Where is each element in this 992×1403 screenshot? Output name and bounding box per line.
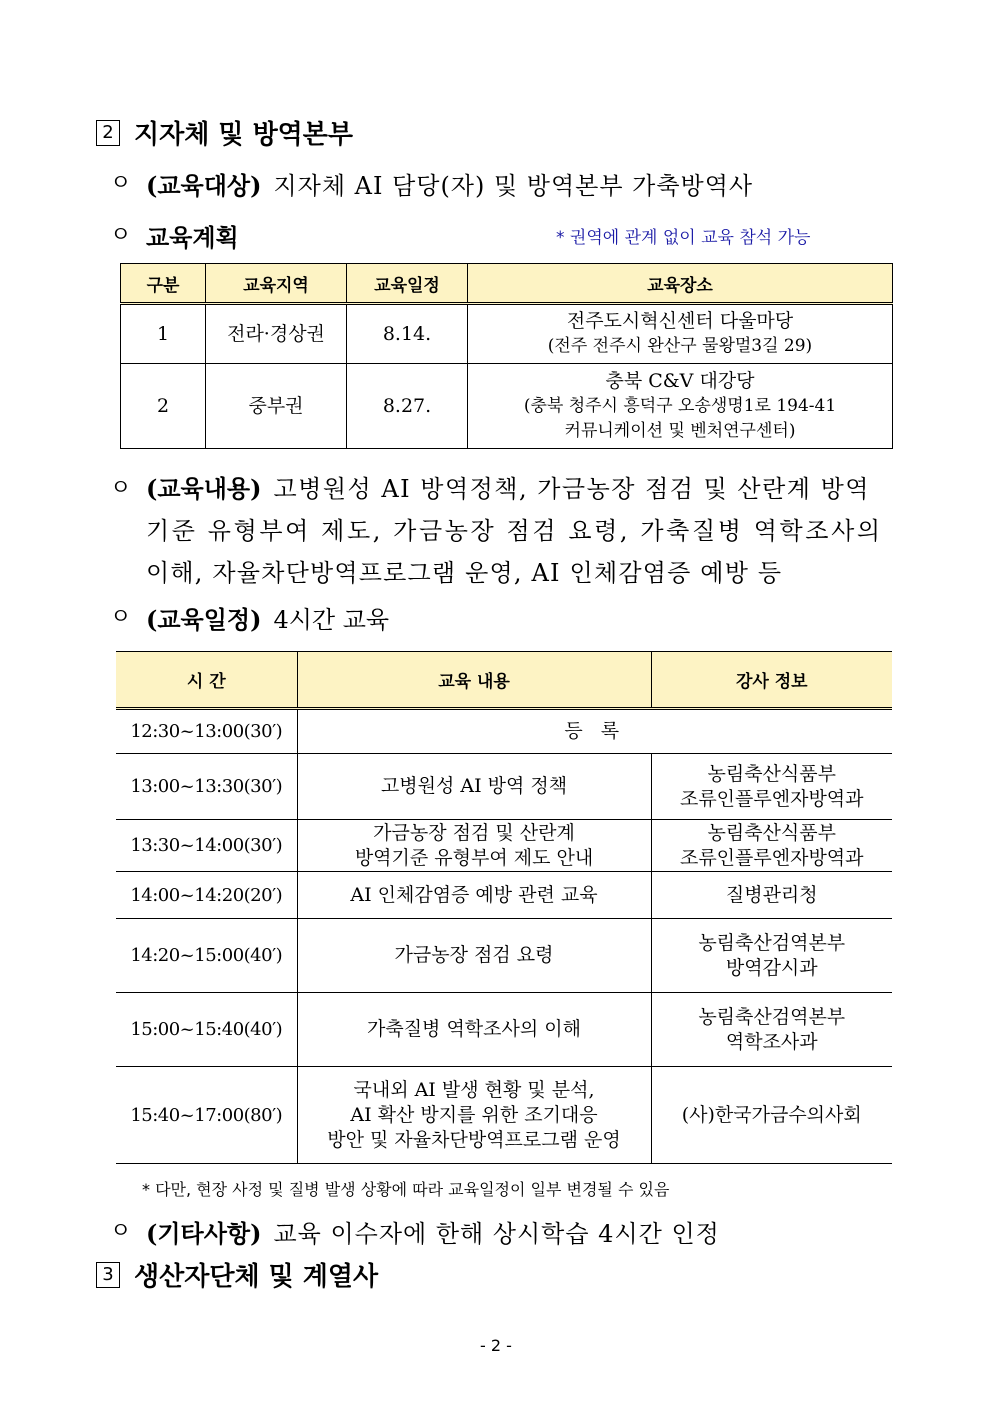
cell-lecturer: [651, 820, 892, 872]
bullet-circle: ㅇ: [110, 605, 132, 630]
cell-lecturer: [651, 1067, 892, 1164]
bullet-circle: ㅇ: [110, 1219, 132, 1244]
table-row: [121, 364, 893, 449]
place-line: (충북 청주시 흥덕구 오송생명1로 194-41: [523, 395, 837, 416]
content-text: 가금농장 점검 요령: [394, 944, 554, 966]
cell-time: 15:00~15:40(40′): [116, 993, 297, 1067]
target-line: [110, 166, 753, 201]
cell-lecturer: [651, 919, 892, 993]
cell-date: 8.27.: [347, 364, 468, 449]
content-text: 가금농장 점검 및 산란계: [373, 821, 575, 844]
schedule-line: [110, 600, 389, 635]
plan-note: * 권역에 관계 없이 교육 참석 가능: [556, 228, 811, 248]
plan-table: [120, 263, 893, 449]
section-number-box: 2: [96, 120, 120, 146]
plan-line: [110, 218, 239, 253]
content-text: AI 인체감염증 예방 관련 교육: [350, 883, 598, 906]
section-number-box: 3: [96, 1262, 120, 1288]
cell-place: [468, 364, 893, 449]
schedule-text: 4시간 교육: [273, 606, 390, 634]
content-label: (교육내용): [146, 474, 262, 503]
lecturer-text: 농림축산검역본부: [698, 1005, 846, 1028]
etc-label: (기타사항): [146, 1219, 262, 1248]
place-line: 전주도시혁신센터 다울마당: [566, 310, 794, 332]
lecturer-text: (사)한국가금수의사회: [681, 1103, 862, 1126]
table-row: [121, 304, 893, 364]
cell-content: [297, 754, 651, 820]
target-text: 지자체 AI 담당(자) 및 방역본부 가축방역사: [273, 172, 754, 200]
lecturer-text: 농림축산식품부: [707, 762, 836, 785]
cell-content: [297, 1067, 651, 1164]
cell-time: 14:00~14:20(20′): [116, 872, 297, 919]
cell-lecturer: [651, 872, 892, 919]
schedule-label: (교육일정): [146, 605, 262, 634]
cell-content: [297, 919, 651, 993]
header-cell: 교육장소: [468, 264, 893, 304]
etc-text: 교육 이수자에 한해 상시학습 4시간 인정: [273, 1220, 720, 1248]
place-line: 충북 C&V 대강당: [605, 369, 755, 392]
etc-line: [110, 1214, 720, 1249]
lecturer-text: 조류인플루엔자방역과: [679, 846, 864, 869]
content-line: 고병원성 AI 방역정책, 가금농장 점검 및 산란계 방역: [273, 475, 870, 503]
header-cell: 교육지역: [206, 264, 347, 304]
cell-time: 15:40~17:00(80′): [116, 1067, 297, 1164]
target-label: (교육대상): [146, 171, 262, 200]
table-row: [116, 709, 892, 754]
bullet-circle: ㅇ: [110, 476, 132, 501]
table-row: [116, 872, 892, 919]
table-row: [116, 754, 892, 820]
header-cell: 시 간: [116, 652, 297, 709]
header-cell: 교육일정: [347, 264, 468, 304]
section-2-heading: [96, 114, 353, 151]
cell-time: 14:20~15:00(40′): [116, 919, 297, 993]
schedule-table: [116, 651, 892, 1164]
content-text: 방안 및 자율차단방역프로그램 운영: [327, 1128, 621, 1151]
cell-no: 1: [121, 304, 206, 364]
header-cell: 교육 내용: [297, 652, 651, 709]
header-cell: 구분: [121, 264, 206, 304]
header-cell: 강사 정보: [651, 652, 892, 709]
cell-register: 등 록: [297, 709, 892, 754]
section-title: 지자체 및 방역본부: [134, 120, 354, 150]
place-line: (전주 전주시 완산구 물왕멀3길 29): [547, 336, 813, 356]
page-number: - 2 -: [480, 1336, 512, 1355]
cell-no: 2: [121, 364, 206, 449]
bullet-circle: ㅇ: [110, 171, 132, 196]
plan-label: 교육계획: [146, 223, 239, 252]
schedule-footnote: * 다만, 현장 사정 및 질병 발생 상황에 따라 교육일정이 일부 변경될 수 있음: [142, 1180, 670, 1199]
section-title: 생산자단체 및 계열사: [134, 1262, 379, 1292]
cell-content: [297, 820, 651, 872]
cell-content: [297, 993, 651, 1067]
cell-content: [297, 872, 651, 919]
content-text: AI 확산 방지를 위한 조기대응: [350, 1103, 598, 1126]
table-row: [116, 820, 892, 872]
cell-time: 12:30~13:00(30′): [116, 709, 297, 754]
cell-lecturer: [651, 754, 892, 820]
table-row: [116, 993, 892, 1067]
cell-lecturer: [651, 993, 892, 1067]
lecturer-text: 농림축산식품부: [707, 821, 836, 844]
content-line: 기준 유형부여 제도, 가금농장 점검 요령, 가축질병 역학조사의: [146, 517, 883, 545]
content-text: 가축질병 역학조사의 이해: [367, 1018, 581, 1040]
cell-region: 중부권: [206, 364, 347, 449]
content-block: [110, 468, 896, 594]
schedule-table-header: [116, 652, 892, 709]
lecturer-text: 역학조사과: [725, 1030, 818, 1053]
section-3-heading: [96, 1256, 378, 1293]
cell-time: 13:00~13:30(30′): [116, 754, 297, 820]
cell-date: 8.14.: [347, 304, 468, 364]
cell-place: [468, 304, 893, 364]
content-text: 국내외 AI 발생 현황 및 분석,: [353, 1078, 595, 1101]
content-text: 방역기준 유형부여 제도 안내: [354, 846, 594, 869]
bullet-circle: ㅇ: [110, 223, 132, 248]
lecturer-text: 방역감시과: [725, 956, 818, 979]
content-line: 이해, 자율차단방역프로그램 운영, AI 인체감염증 예방 등: [146, 559, 783, 587]
lecturer-text: 농림축산검역본부: [698, 931, 846, 954]
content-text: 고병원성 AI 방역 정책: [380, 775, 568, 797]
plan-table-header: [121, 264, 893, 304]
place-line: 커뮤니케이션 및 벤처연구센터): [564, 420, 796, 441]
table-row: [116, 919, 892, 993]
table-row: [116, 1067, 892, 1164]
lecturer-text: 질병관리청: [725, 883, 818, 906]
cell-region: 전라·경상권: [206, 304, 347, 364]
lecturer-text: 조류인플루엔자방역과: [679, 787, 864, 810]
cell-time: 13:30~14:00(30′): [116, 820, 297, 872]
